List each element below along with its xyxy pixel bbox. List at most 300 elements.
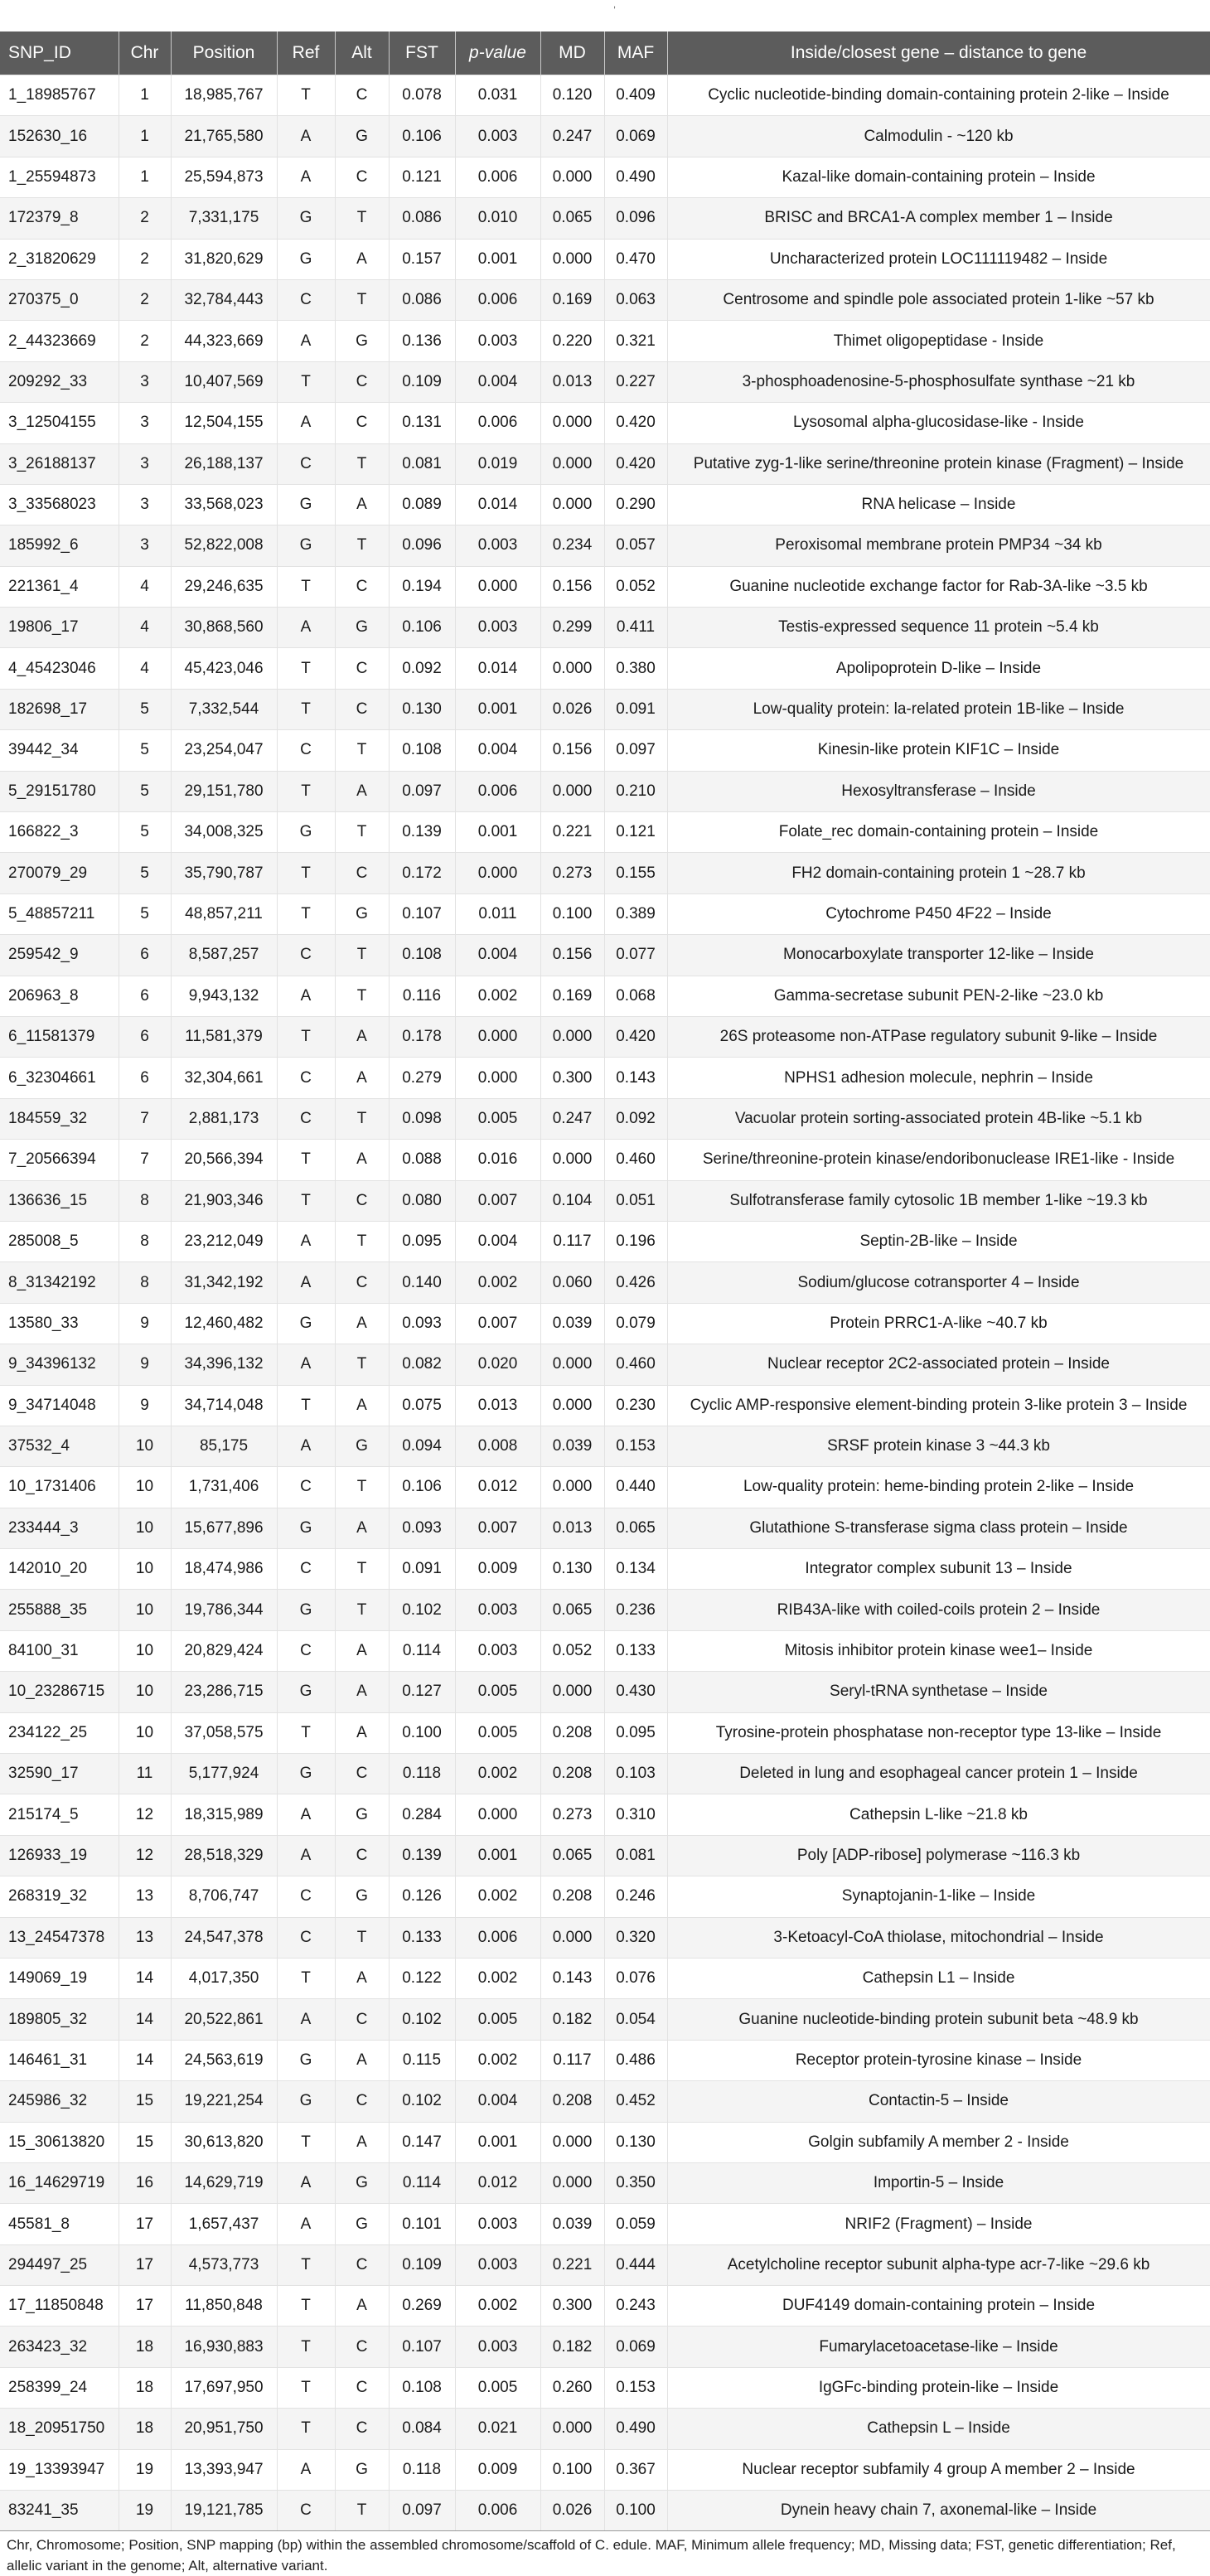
cell-alt: A <box>335 484 389 525</box>
cell-fst: 0.109 <box>389 2244 455 2285</box>
table-row <box>0 1467 1210 1508</box>
cell-chr: 5 <box>119 771 171 811</box>
cell-alt: A <box>335 1672 389 1712</box>
cell-position: 2,881,173 <box>171 1098 277 1139</box>
table-row <box>0 2162 1210 2203</box>
table-row <box>0 812 1210 853</box>
cell-md: 0.221 <box>540 2244 604 2285</box>
cell-maf: 0.096 <box>604 198 667 239</box>
cell-alt: G <box>335 116 389 157</box>
table-row <box>0 321 1210 361</box>
cell-snp-id: 149069_19 <box>0 1958 119 1998</box>
cell-p-value: 0.001 <box>455 239 540 279</box>
cell-p-value: 0.001 <box>455 1835 540 1876</box>
cell-ref: G <box>277 198 335 239</box>
cell-chr: 4 <box>119 566 171 607</box>
cell-alt: A <box>335 2286 389 2327</box>
cell-position: 18,985,767 <box>171 75 277 116</box>
cell-snp-id: 221361_4 <box>0 566 119 607</box>
cell-position: 31,342,192 <box>171 1262 277 1303</box>
cell-gene: Kinesin-like protein KIF1C – Inside <box>667 730 1210 771</box>
cell-md: 0.065 <box>540 1590 604 1630</box>
cell-ref: G <box>277 1672 335 1712</box>
cell-ref: G <box>277 239 335 279</box>
cell-maf: 0.077 <box>604 935 667 976</box>
cell-chr: 9 <box>119 1385 171 1426</box>
cell-snp-id: 189805_32 <box>0 1999 119 2040</box>
cell-position: 33,568,023 <box>171 484 277 525</box>
cell-p-value: 0.005 <box>455 1999 540 2040</box>
cell-snp-id: 39442_34 <box>0 730 119 771</box>
header-md: MD <box>540 31 604 75</box>
table-row <box>0 1180 1210 1221</box>
cell-chr: 3 <box>119 525 171 566</box>
cell-snp-id: 5_29151780 <box>0 771 119 811</box>
cell-gene: Kazal-like domain-containing protein – Inside <box>667 157 1210 197</box>
cell-gene: Synaptojanin-1-like – Inside <box>667 1876 1210 1917</box>
cell-ref: T <box>277 1180 335 1221</box>
cell-alt: C <box>335 403 389 443</box>
cell-position: 11,850,848 <box>171 2286 277 2327</box>
cell-p-value: 0.006 <box>455 771 540 811</box>
cell-fst: 0.139 <box>389 812 455 853</box>
cell-position: 19,121,785 <box>171 2491 277 2531</box>
cell-fst: 0.084 <box>389 2409 455 2449</box>
cell-alt: A <box>335 2122 389 2162</box>
cell-position: 25,594,873 <box>171 157 277 197</box>
cell-fst: 0.102 <box>389 1590 455 1630</box>
cell-ref: T <box>277 1712 335 1753</box>
cell-md: 0.221 <box>540 812 604 853</box>
cell-snp-id: 13_24547378 <box>0 1917 119 1958</box>
cell-snp-id: 1_25594873 <box>0 157 119 197</box>
top-mark: , <box>613 0 617 10</box>
cell-alt: C <box>335 2081 389 2122</box>
cell-md: 0.039 <box>540 1303 604 1344</box>
cell-ref: T <box>277 648 335 689</box>
cell-fst: 0.115 <box>389 2040 455 2080</box>
cell-alt: A <box>335 2040 389 2080</box>
table-row <box>0 1590 1210 1630</box>
cell-chr: 5 <box>119 730 171 771</box>
cell-chr: 1 <box>119 116 171 157</box>
cell-gene: Thimet oligopeptidase - Inside <box>667 321 1210 361</box>
cell-position: 26,188,137 <box>171 443 277 484</box>
cell-gene: Nuclear receptor subfamily 4 group A member 2 – Inside <box>667 2449 1210 2490</box>
cell-snp-id: 259542_9 <box>0 935 119 976</box>
cell-md: 0.208 <box>540 1754 604 1794</box>
cell-alt: T <box>335 1221 389 1261</box>
cell-p-value: 0.002 <box>455 1876 540 1917</box>
cell-position: 52,822,008 <box>171 525 277 566</box>
table-row <box>0 1262 1210 1303</box>
cell-snp-id: 209292_33 <box>0 361 119 402</box>
cell-chr: 16 <box>119 2162 171 2203</box>
cell-fst: 0.075 <box>389 1385 455 1426</box>
cell-chr: 15 <box>119 2122 171 2162</box>
cell-fst: 0.136 <box>389 321 455 361</box>
cell-p-value: 0.003 <box>455 2244 540 2285</box>
cell-chr: 7 <box>119 1140 171 1180</box>
cell-chr: 5 <box>119 689 171 729</box>
table-row <box>0 2286 1210 2327</box>
cell-md: 0.156 <box>540 935 604 976</box>
cell-maf: 0.059 <box>604 2204 667 2244</box>
cell-chr: 10 <box>119 1712 171 1753</box>
cell-alt: A <box>335 1058 389 1098</box>
cell-p-value: 0.003 <box>455 525 540 566</box>
cell-ref: C <box>277 935 335 976</box>
cell-ref: A <box>277 2162 335 2203</box>
cell-chr: 1 <box>119 157 171 197</box>
cell-position: 34,396,132 <box>171 1344 277 1385</box>
cell-p-value: 0.012 <box>455 2162 540 2203</box>
cell-chr: 14 <box>119 1999 171 2040</box>
cell-snp-id: 4_45423046 <box>0 648 119 689</box>
cell-maf: 0.320 <box>604 1917 667 1958</box>
cell-position: 4,573,773 <box>171 2244 277 2285</box>
cell-gene: Cytochrome P450 4F22 – Inside <box>667 893 1210 934</box>
cell-fst: 0.178 <box>389 1016 455 1057</box>
cell-alt: G <box>335 893 389 934</box>
cell-position: 20,951,750 <box>171 2409 277 2449</box>
cell-maf: 0.133 <box>604 1630 667 1671</box>
table-row <box>0 893 1210 934</box>
cell-p-value: 0.004 <box>455 2081 540 2122</box>
cell-position: 17,697,950 <box>171 2367 277 2408</box>
cell-position: 7,331,175 <box>171 198 277 239</box>
cell-fst: 0.078 <box>389 75 455 116</box>
cell-md: 0.156 <box>540 730 604 771</box>
cell-p-value: 0.010 <box>455 198 540 239</box>
cell-position: 12,460,482 <box>171 1303 277 1344</box>
cell-gene: Hexosyltransferase – Inside <box>667 771 1210 811</box>
cell-position: 32,304,661 <box>171 1058 277 1098</box>
cell-maf: 0.310 <box>604 1794 667 1835</box>
cell-gene: Golgin subfamily A member 2 - Inside <box>667 2122 1210 2162</box>
cell-p-value: 0.014 <box>455 648 540 689</box>
cell-ref: T <box>277 2244 335 2285</box>
cell-fst: 0.194 <box>389 566 455 607</box>
cell-chr: 18 <box>119 2409 171 2449</box>
top-mark-area <box>0 0 1210 31</box>
cell-position: 44,323,669 <box>171 321 277 361</box>
cell-snp-id: 1_18985767 <box>0 75 119 116</box>
cell-fst: 0.157 <box>389 239 455 279</box>
cell-gene: FH2 domain-containing protein 1 ~28.7 kb <box>667 853 1210 893</box>
cell-fst: 0.108 <box>389 730 455 771</box>
cell-md: 0.208 <box>540 1876 604 1917</box>
cell-snp-id: 37532_4 <box>0 1426 119 1466</box>
cell-gene: Cathepsin L – Inside <box>667 2409 1210 2449</box>
cell-ref: T <box>277 689 335 729</box>
cell-fst: 0.106 <box>389 608 455 648</box>
cell-alt: T <box>335 279 389 320</box>
cell-gene: Nuclear receptor 2C2-associated protein – Inside <box>667 1344 1210 1385</box>
cell-maf: 0.079 <box>604 1303 667 1344</box>
cell-fst: 0.279 <box>389 1058 455 1098</box>
cell-alt: A <box>335 1016 389 1057</box>
cell-position: 7,332,544 <box>171 689 277 729</box>
cell-alt: G <box>335 608 389 648</box>
table-row <box>0 361 1210 402</box>
cell-fst: 0.172 <box>389 853 455 893</box>
cell-gene: Peroxisomal membrane protein PMP34 ~34 kb <box>667 525 1210 566</box>
cell-chr: 13 <box>119 1876 171 1917</box>
cell-gene: Centrosome and spindle pole associated protein 1-like ~57 kb <box>667 279 1210 320</box>
cell-snp-id: 10_23286715 <box>0 1672 119 1712</box>
cell-alt: C <box>335 2367 389 2408</box>
cell-md: 0.156 <box>540 566 604 607</box>
cell-snp-id: 6_32304661 <box>0 1058 119 1098</box>
cell-gene: Vacuolar protein sorting-associated protein 4B-like ~5.1 kb <box>667 1098 1210 1139</box>
cell-fst: 0.086 <box>389 279 455 320</box>
cell-snp-id: 3_33568023 <box>0 484 119 525</box>
cell-ref: C <box>277 1467 335 1508</box>
cell-gene: Guanine nucleotide exchange factor for Rab-3A-like ~3.5 kb <box>667 566 1210 607</box>
table-row <box>0 853 1210 893</box>
cell-fst: 0.107 <box>389 893 455 934</box>
cell-ref: G <box>277 484 335 525</box>
table-row <box>0 1958 1210 1998</box>
cell-md: 0.300 <box>540 1058 604 1098</box>
cell-ref: G <box>277 2040 335 2080</box>
cell-chr: 6 <box>119 1058 171 1098</box>
cell-fst: 0.140 <box>389 1262 455 1303</box>
cell-ref: T <box>277 75 335 116</box>
table-row <box>0 1385 1210 1426</box>
cell-maf: 0.409 <box>604 75 667 116</box>
cell-md: 0.182 <box>540 1999 604 2040</box>
table-body <box>0 75 1210 2531</box>
cell-snp-id: 136636_15 <box>0 1180 119 1221</box>
cell-ref: A <box>277 116 335 157</box>
cell-position: 1,731,406 <box>171 1467 277 1508</box>
cell-gene: Putative zyg-1-like serine/threonine protein kinase (Fragment) – Inside <box>667 443 1210 484</box>
cell-chr: 6 <box>119 976 171 1016</box>
cell-ref: T <box>277 2327 335 2367</box>
cell-fst: 0.116 <box>389 976 455 1016</box>
cell-maf: 0.069 <box>604 2327 667 2367</box>
header-gene: Inside/closest gene – distance to gene <box>667 31 1210 75</box>
cell-ref: A <box>277 1262 335 1303</box>
cell-gene: Testis-expressed sequence 11 protein ~5.4 kb <box>667 608 1210 648</box>
cell-alt: T <box>335 1344 389 1385</box>
cell-chr: 10 <box>119 1426 171 1466</box>
table-row <box>0 1794 1210 1835</box>
cell-p-value: 0.000 <box>455 1794 540 1835</box>
cell-alt: T <box>335 976 389 1016</box>
cell-position: 24,563,619 <box>171 2040 277 2080</box>
cell-ref: T <box>277 853 335 893</box>
cell-snp-id: 146461_31 <box>0 2040 119 2080</box>
cell-snp-id: 270079_29 <box>0 853 119 893</box>
cell-gene: NRIF2 (Fragment) – Inside <box>667 2204 1210 2244</box>
cell-md: 0.000 <box>540 2162 604 2203</box>
cell-position: 9,943,132 <box>171 976 277 1016</box>
cell-maf: 0.069 <box>604 116 667 157</box>
cell-maf: 0.246 <box>604 1876 667 1917</box>
cell-snp-id: 126933_19 <box>0 1835 119 1876</box>
cell-p-value: 0.001 <box>455 812 540 853</box>
cell-gene: Low-quality protein: la-related protein 1B-like – Inside <box>667 689 1210 729</box>
header-snp-id: SNP_ID <box>0 31 119 75</box>
cell-chr: 10 <box>119 1508 171 1548</box>
cell-p-value: 0.004 <box>455 730 540 771</box>
cell-alt: A <box>335 771 389 811</box>
cell-fst: 0.106 <box>389 1467 455 1508</box>
cell-chr: 10 <box>119 1467 171 1508</box>
cell-alt: T <box>335 525 389 566</box>
cell-snp-id: 6_11581379 <box>0 1016 119 1057</box>
table-row <box>0 1508 1210 1548</box>
cell-position: 29,151,780 <box>171 771 277 811</box>
cell-md: 0.182 <box>540 2327 604 2367</box>
cell-position: 35,790,787 <box>171 853 277 893</box>
cell-p-value: 0.003 <box>455 608 540 648</box>
cell-alt: C <box>335 2409 389 2449</box>
cell-alt: C <box>335 75 389 116</box>
cell-maf: 0.155 <box>604 853 667 893</box>
cell-alt: G <box>335 321 389 361</box>
cell-md: 0.039 <box>540 1426 604 1466</box>
cell-snp-id: 16_14629719 <box>0 2162 119 2203</box>
cell-md: 0.234 <box>540 525 604 566</box>
table-row <box>0 2204 1210 2244</box>
cell-gene: Low-quality protein: heme-binding protein 2-like – Inside <box>667 1467 1210 1508</box>
cell-ref: A <box>277 157 335 197</box>
cell-alt: A <box>335 1508 389 1548</box>
cell-maf: 0.121 <box>604 812 667 853</box>
cell-position: 18,315,989 <box>171 1794 277 1835</box>
cell-p-value: 0.007 <box>455 1508 540 1548</box>
cell-chr: 5 <box>119 812 171 853</box>
cell-gene: Sodium/glucose cotransporter 4 – Inside <box>667 1262 1210 1303</box>
cell-md: 0.273 <box>540 1794 604 1835</box>
table-row <box>0 2491 1210 2531</box>
cell-chr: 17 <box>119 2286 171 2327</box>
cell-p-value: 0.002 <box>455 1754 540 1794</box>
table-row <box>0 935 1210 976</box>
cell-fst: 0.131 <box>389 403 455 443</box>
cell-md: 0.117 <box>540 1221 604 1261</box>
cell-maf: 0.367 <box>604 2449 667 2490</box>
cell-gene: Contactin-5 – Inside <box>667 2081 1210 2122</box>
cell-p-value: 0.009 <box>455 2449 540 2490</box>
cell-alt: T <box>335 1098 389 1139</box>
cell-chr: 12 <box>119 1794 171 1835</box>
cell-chr: 11 <box>119 1754 171 1794</box>
header-p-value: p-value <box>455 31 540 75</box>
cell-position: 14,629,719 <box>171 2162 277 2203</box>
cell-md: 0.060 <box>540 1262 604 1303</box>
cell-ref: T <box>277 771 335 811</box>
cell-position: 16,930,883 <box>171 2327 277 2367</box>
cell-fst: 0.091 <box>389 1549 455 1590</box>
cell-chr: 2 <box>119 279 171 320</box>
cell-maf: 0.134 <box>604 1549 667 1590</box>
cell-position: 34,714,048 <box>171 1385 277 1426</box>
cell-snp-id: 268319_32 <box>0 1876 119 1917</box>
cell-maf: 0.143 <box>604 1058 667 1098</box>
cell-position: 10,407,569 <box>171 361 277 402</box>
cell-md: 0.026 <box>540 689 604 729</box>
cell-snp-id: 10_1731406 <box>0 1467 119 1508</box>
cell-p-value: 0.002 <box>455 1958 540 1998</box>
cell-chr: 18 <box>119 2327 171 2367</box>
cell-alt: C <box>335 566 389 607</box>
cell-ref: C <box>277 1917 335 1958</box>
cell-p-value: 0.031 <box>455 75 540 116</box>
cell-p-value: 0.005 <box>455 1672 540 1712</box>
cell-fst: 0.269 <box>389 2286 455 2327</box>
cell-ref: A <box>277 1221 335 1261</box>
cell-ref: A <box>277 1794 335 1835</box>
header-fst: FST <box>389 31 455 75</box>
cell-snp-id: 142010_20 <box>0 1549 119 1590</box>
cell-fst: 0.118 <box>389 2449 455 2490</box>
cell-ref: T <box>277 2409 335 2449</box>
table-row <box>0 279 1210 320</box>
cell-alt: G <box>335 1426 389 1466</box>
cell-p-value: 0.004 <box>455 935 540 976</box>
cell-alt: A <box>335 1303 389 1344</box>
cell-position: 24,547,378 <box>171 1917 277 1958</box>
cell-snp-id: 285008_5 <box>0 1221 119 1261</box>
cell-chr: 17 <box>119 2204 171 2244</box>
cell-fst: 0.107 <box>389 2327 455 2367</box>
cell-md: 0.117 <box>540 2040 604 2080</box>
cell-fst: 0.095 <box>389 1221 455 1261</box>
cell-alt: T <box>335 1917 389 1958</box>
cell-p-value: 0.003 <box>455 321 540 361</box>
cell-alt: T <box>335 2491 389 2531</box>
cell-alt: C <box>335 648 389 689</box>
cell-md: 0.000 <box>540 484 604 525</box>
cell-ref: T <box>277 1016 335 1057</box>
cell-position: 45,423,046 <box>171 648 277 689</box>
cell-position: 20,829,424 <box>171 1630 277 1671</box>
cell-fst: 0.081 <box>389 443 455 484</box>
cell-ref: C <box>277 2491 335 2531</box>
cell-p-value: 0.003 <box>455 1590 540 1630</box>
cell-fst: 0.139 <box>389 1835 455 1876</box>
cell-ref: G <box>277 2081 335 2122</box>
cell-maf: 0.430 <box>604 1672 667 1712</box>
cell-chr: 9 <box>119 1344 171 1385</box>
cell-chr: 8 <box>119 1180 171 1221</box>
table-row <box>0 1672 1210 1712</box>
cell-md: 0.000 <box>540 2122 604 2162</box>
cell-gene: Monocarboxylate transporter 12-like – Inside <box>667 935 1210 976</box>
table-row <box>0 1999 1210 2040</box>
header-ref: Ref <box>277 31 335 75</box>
cell-maf: 0.052 <box>604 566 667 607</box>
cell-snp-id: 2_44323669 <box>0 321 119 361</box>
cell-ref: A <box>277 2204 335 2244</box>
cell-gene: NPHS1 adhesion molecule, nephrin – Inside <box>667 1058 1210 1098</box>
cell-gene: DUF4149 domain-containing protein – Inside <box>667 2286 1210 2327</box>
table-row <box>0 75 1210 116</box>
cell-p-value: 0.001 <box>455 2122 540 2162</box>
cell-chr: 2 <box>119 321 171 361</box>
cell-p-value: 0.004 <box>455 1221 540 1261</box>
cell-alt: G <box>335 1794 389 1835</box>
cell-p-value: 0.005 <box>455 1098 540 1139</box>
table-footnote: Chr, Chromosome; Position, SNP mapping (bp) within the assembled chromosome/scaffold of C. edule. MAF, Minimum allele frequency; MD, Missing data; FST, genetic differentiation; Ref, allelic variant in the genome; Alt, alternative variant. <box>7 2537 1176 2574</box>
cell-fst: 0.121 <box>389 157 455 197</box>
table-row <box>0 443 1210 484</box>
